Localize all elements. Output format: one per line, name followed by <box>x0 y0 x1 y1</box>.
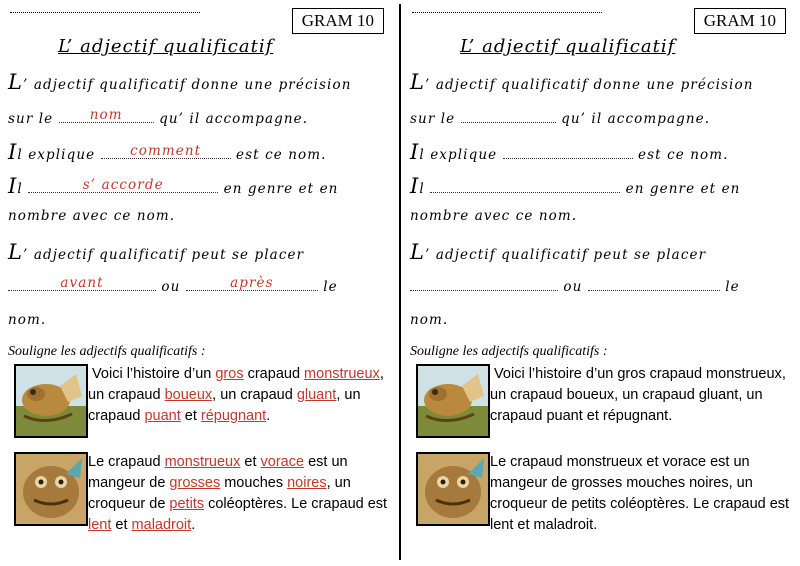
rule-line-7: avant ou après le <box>8 278 338 295</box>
rule-line-3: Il explique comment est ce nom. <box>8 140 327 164</box>
answer-1: nom <box>89 107 123 123</box>
name-line <box>10 12 200 13</box>
blank-3[interactable] <box>430 180 620 193</box>
answer-5: après <box>230 275 274 291</box>
instruction: Souligne les adjectifs qualificatifs : <box>410 344 608 359</box>
worksheet-title: L’ adjectif qualificatif <box>58 36 274 57</box>
blank-4 <box>8 275 156 291</box>
gram-label: GRAM 10 <box>694 8 786 34</box>
rule-line-6: L’ adjectif qualificatif peut se placer <box>8 240 305 264</box>
answer-3: s’ accorde <box>82 177 164 193</box>
answer-2: comment <box>130 143 202 159</box>
answer-4: avant <box>60 275 104 291</box>
exercise-1-text: Voici l’histoire d’un gros crapaud monstrueux, un crapaud boueux, un crapaud gluant, un crapaud puant et répugnant. <box>490 366 786 424</box>
rule-line-4: Il s’ accorde en genre et en <box>8 174 339 198</box>
rule-line-7: ou le <box>410 278 740 295</box>
rule-line-1: L’ adjectif qualificatif donne une précision <box>410 70 754 94</box>
worksheet-blank <box>402 0 798 566</box>
blank-4[interactable] <box>410 278 558 291</box>
rule-line-4: Il en genre et en <box>410 174 741 198</box>
rule-line-8: nom. <box>8 312 47 328</box>
name-line <box>412 12 602 13</box>
blank-1 <box>59 107 154 123</box>
rule-line-2: sur le nom qu’ il accompagne. <box>8 107 309 127</box>
toad-picture-1 <box>416 364 490 438</box>
toad-picture-2 <box>416 452 490 526</box>
rule-line-5: nombre avec ce nom. <box>410 208 578 224</box>
exercise-2-text: Le crapaud monstrueux et vorace est un mangeur de grosses mouches noires, un croqueur de petits coléoptères. Le crapaud est lent et maladroit. <box>88 454 388 533</box>
gram-label: GRAM 10 <box>292 8 384 34</box>
worksheet-corrected <box>0 0 396 566</box>
toad-picture-1 <box>14 364 88 438</box>
rule-line-8: nom. <box>410 312 449 328</box>
blank-5[interactable] <box>588 278 720 291</box>
rule-line-3: Il explique est ce nom. <box>410 140 729 164</box>
blank-1[interactable] <box>461 110 556 123</box>
blank-3 <box>28 177 218 193</box>
instruction: Souligne les adjectifs qualificatifs : <box>8 344 206 359</box>
blank-2 <box>101 143 231 159</box>
rule-line-5: nombre avec ce nom. <box>8 208 176 224</box>
rule-line-1: L’ adjectif qualificatif donne une précision <box>8 70 352 94</box>
exercise-2-text: Le crapaud monstrueux et vorace est un mangeur de grosses mouches noires, un croqueur de petits coléoptères. Le crapaud est lent et maladroit. <box>490 454 790 533</box>
worksheet-title: L’ adjectif qualificatif <box>460 36 676 57</box>
rule-line-6: L’ adjectif qualificatif peut se placer <box>410 240 707 264</box>
exercise-1-text: Voici l’histoire d’un gros crapaud monstrueux, un crapaud boueux, un crapaud gluant, un crapaud puant et répugnant. <box>88 366 384 424</box>
toad-picture-2 <box>14 452 88 526</box>
page-divider <box>399 4 401 560</box>
blank-2[interactable] <box>503 146 633 159</box>
rule-line-2: sur le qu’ il accompagne. <box>410 111 711 127</box>
blank-5 <box>186 275 318 291</box>
